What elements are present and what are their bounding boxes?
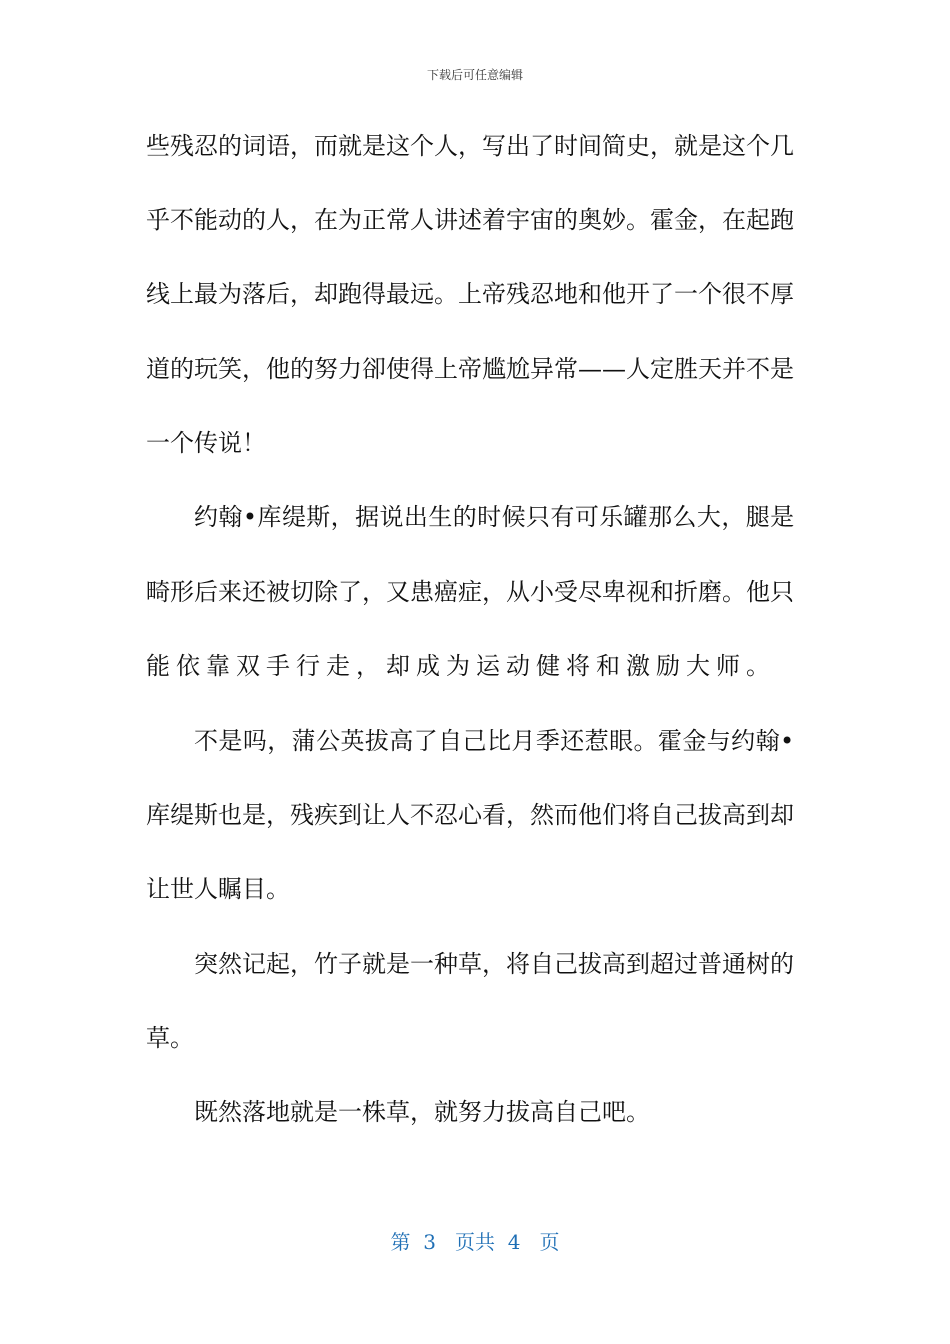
text-line: 能依靠双手行走，却成为运动健将和激励大师。 <box>146 652 776 680</box>
text-line: 些残忍的词语，而就是这个人，写出了时间简史，就是这个几 <box>146 132 794 160</box>
page-header: 下载后可任意编辑 <box>426 68 523 82</box>
text-line: 草。 <box>146 1024 194 1052</box>
text-line: 让世人瞩目。 <box>146 875 290 903</box>
text-line: 乎不能动的人，在为正常人讲述着宇宙的奥妙。霍金，在起跑 <box>146 206 794 234</box>
text-line: 不是吗，蒲公英拔高了自己比月季还惹眼。霍金与约翰• <box>194 727 795 755</box>
text-line: 突然记起，竹子就是一种草，将自己拔高到超过普通树的 <box>194 950 794 978</box>
page-number-footer: 第 3 页共 4 页 <box>390 1230 560 1254</box>
text-line: 线上最为落后，却跑得最远。上帝残忍地和他开了一个很不厚 <box>146 280 794 308</box>
text-line: 库缇斯也是，残疾到让人不忍心看，然而他们将自己拔高到却 <box>146 801 794 829</box>
text-line: 一个传说！ <box>146 429 266 457</box>
text-line: 畸形后来还被切除了，又患癌症，从小受尽卑视和折磨。他只 <box>146 578 794 606</box>
text-line: 道的玩笑，他的努力卻使得上帝尴尬异常——人定胜天并不是 <box>146 355 794 383</box>
text-line: 约翰•库缇斯，据说出生的时候只有可乐罐那么大，腿是 <box>194 503 795 531</box>
text-line: 既然落地就是一株草，就努力拔高自己吧。 <box>194 1098 650 1126</box>
